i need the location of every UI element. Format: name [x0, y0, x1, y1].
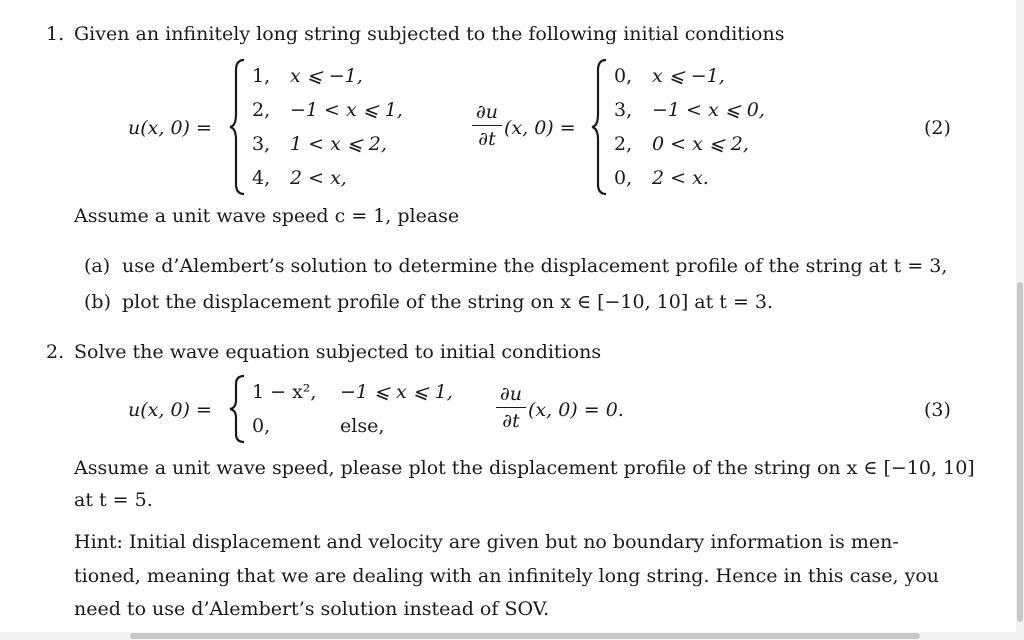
hint-line-3: need to use d’Alembert’s solution instead of SOV.: [74, 598, 550, 620]
p1-dudt-case-3-value: 2,: [614, 133, 633, 155]
p1-u-case-3-cond: 1 < x ⩽ 2,: [290, 133, 387, 155]
p1-u-case-2-cond: −1 < x ⩽ 1,: [290, 99, 403, 121]
p2-dudt-denominator: ∂t: [502, 410, 520, 432]
p1-dudt-case-2-value: 3,: [614, 99, 633, 121]
p2-u-case-1-cond: −1 ⩽ x ⩽ 1,: [340, 381, 453, 403]
p1-dudt-denominator: ∂t: [478, 128, 496, 150]
p1-assume-text: Assume a unit wave speed c = 1, please: [74, 205, 460, 227]
vertical-scrollbar[interactable]: [1016, 0, 1024, 632]
p1-part-b-label: (b): [84, 291, 111, 313]
p1-dudt-case-2-cond: −1 < x ⩽ 0,: [652, 99, 765, 121]
vertical-scrollbar-thumb[interactable]: [1017, 282, 1023, 622]
p1-part-b-text: plot the displacement profile of the string on x ∈ [−10, 10] at t = 3.: [122, 291, 774, 313]
p1-dudt-numerator: ∂u: [475, 101, 499, 123]
p1-u-case-2-value: 2,: [252, 99, 271, 121]
p1-dudt-case-3-cond: 0 < x ⩽ 2,: [652, 133, 749, 155]
p1-u-case-4-value: 4,: [252, 167, 271, 189]
problem-2-number: 2.: [46, 341, 65, 363]
p1-part-a-label: (a): [84, 255, 111, 277]
p2-u-brace: [228, 374, 248, 444]
p2-u-case-1-value: 1 − x²,: [252, 381, 317, 403]
p1-dudt-case-1-value: 0,: [614, 65, 633, 87]
equation-number-3: (3): [924, 399, 951, 421]
p2-assume-line-1: Assume a unit wave speed, please plot the displacement profile of the string on x ∈ [−10, 10]: [74, 457, 975, 479]
p1-dudt-case-4-cond: 2 < x.: [652, 167, 709, 189]
p1-dudt-argument: (x, 0) =: [504, 117, 576, 139]
p1-dudt-fraction: [472, 100, 502, 151]
p2-u-case-2-cond: else,: [340, 415, 385, 437]
p1-u-brace: [228, 58, 248, 196]
hint-line-1: Hint: Initial displacement and velocity are given but no boundary information is men-: [74, 531, 899, 553]
problem-2-intro: Solve the wave equation subjected to initial conditions: [74, 341, 602, 363]
p1-u-case-4-cond: 2 < x,: [290, 167, 347, 189]
p2-dudt-argument: (x, 0) = 0.: [528, 399, 624, 421]
horizontal-scrollbar-thumb[interactable]: [130, 633, 920, 639]
equation-number-2: (2): [924, 117, 951, 139]
p2-u-case-2-value: 0,: [252, 415, 271, 437]
horizontal-scrollbar[interactable]: [0, 632, 1024, 640]
p1-dudt-case-4-value: 0,: [614, 167, 633, 189]
p1-dudt-case-1-cond: x ⩽ −1,: [652, 65, 725, 87]
p1-u-lhs: u(x, 0) =: [128, 117, 212, 139]
p2-dudt-numerator: ∂u: [499, 383, 523, 405]
p2-u-lhs: u(x, 0) =: [128, 399, 212, 421]
p1-part-a-text: use d’Alembert’s solution to determine the displacement profile of the string at t = 3,: [122, 255, 948, 277]
p2-dudt-fraction: [496, 382, 526, 433]
p1-u-case-3-value: 3,: [252, 133, 271, 155]
p1-dudt-brace: [590, 58, 610, 196]
problem-1-number: 1.: [46, 23, 65, 45]
p1-u-case-1-cond: x ⩽ −1,: [290, 65, 363, 87]
p2-assume-line-2: at t = 5.: [74, 489, 153, 511]
p1-u-case-1-value: 1,: [252, 65, 271, 87]
hint-line-2: tioned, meaning that we are dealing with an infinitely long string. Hence in this case, you: [74, 565, 940, 587]
problem-1-intro: Given an infinitely long string subjected to the following initial conditions: [74, 23, 785, 45]
